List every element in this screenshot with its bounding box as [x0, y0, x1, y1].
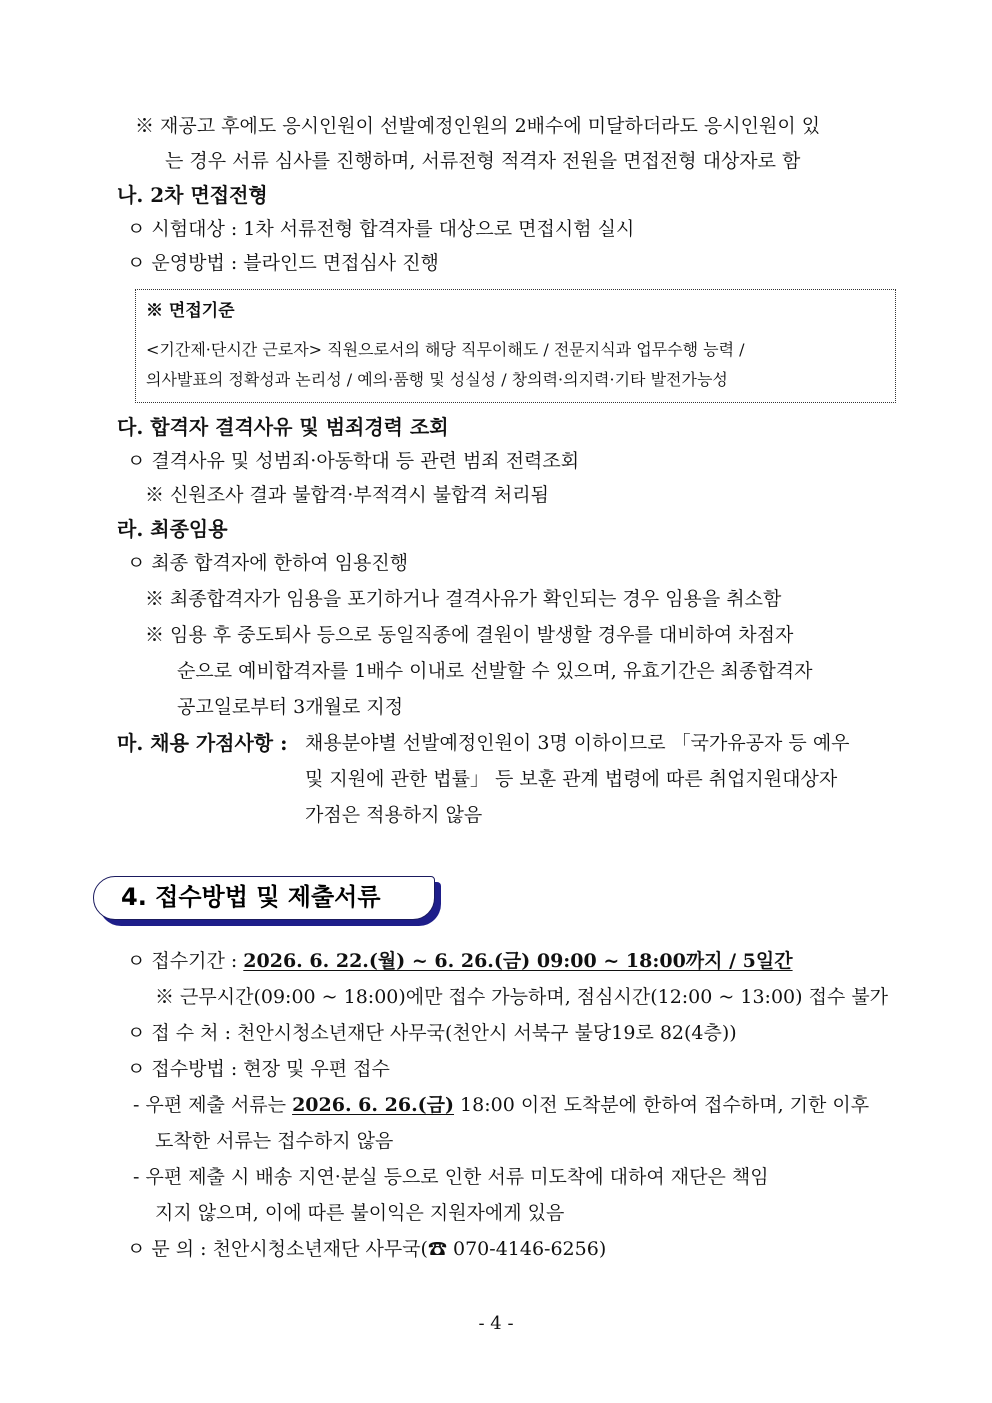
disqualification-item: ㅇ 결격사유 및 성범죄·아동학대 등 관련 범죄 전력조회	[127, 450, 580, 472]
reannouncement-note-line2: 는 경우 서류 심사를 진행하며, 서류전형 적격자 전원을 면접전형 대상자로 함	[165, 150, 801, 172]
interview-target: ㅇ 시험대상 : 1차 서류전형 합격자를 대상으로 면접시험 실시	[127, 218, 635, 240]
heading-final-appointment: 라. 최종임용	[117, 517, 228, 541]
disqualification-note: ※ 신원조사 결과 불합격·부적격시 불합격 처리됨	[145, 484, 549, 506]
criteria-title: ※ 면접기준	[146, 301, 235, 321]
final-appointment-note2-line2: 순으로 예비합격자를 1배수 이내로 선발할 수 있으며, 유효기간은 최종합격자	[177, 660, 813, 682]
criteria-line2: 의사발표의 정확성과 논리성 / 예의·품행 및 성실성 / 창의력·의지력·기타 발전가능성	[146, 370, 728, 389]
mail-liability-line2: 지지 않으며, 이에 따른 불이익은 지원자에게 있음	[155, 1202, 565, 1224]
reception-period	[127, 948, 793, 974]
bonus-points-line1: 채용분야별 선발예정인원이 3명 이하이므로 「국가유공자 등 예우	[305, 732, 850, 754]
reception-period-value: 2026. 6. 22.(월) ~ 6. 26.(금) 09:00 ~ 18:00까지 / 5일간	[243, 950, 793, 972]
mail-submission-line2: 도착한 서류는 접수하지 않음	[155, 1130, 394, 1152]
final-appointment-note2-line3: 공고일로부터 3개월로 지정	[177, 696, 404, 718]
reception-period-note: ※ 근무시간(09:00 ~ 18:00)에만 접수 가능하며, 점심시간(12:00 ~ 13:00) 접수 불가	[155, 986, 889, 1008]
final-appointment-note1: ※ 최종합격자가 임용을 포기하거나 결격사유가 확인되는 경우 임용을 취소함	[145, 588, 782, 610]
reception-method: ㅇ 접수방법 : 현장 및 우편 접수	[127, 1058, 390, 1080]
section4-title: 4. 접수방법 및 제출서류	[121, 883, 381, 911]
heading-bonus-points: 마. 채용 가점사항 :	[117, 731, 288, 755]
heading-disqualification: 다. 합격자 결격사유 및 범죄경력 조회	[117, 415, 449, 439]
page-number: - 4 -	[478, 1313, 514, 1334]
mail-submission-deadline: 2026. 6. 26.(금)	[292, 1094, 455, 1116]
mail-submission-suffix: 18:00 이전 도착분에 한하여 접수하며, 기한 이후	[454, 1094, 870, 1116]
final-appointment-item: ㅇ 최종 합격자에 한하여 임용진행	[127, 552, 409, 574]
section4-header	[93, 876, 449, 926]
interview-method: ㅇ 운영방법 : 블라인드 면접심사 진행	[127, 252, 439, 274]
contact-info: ㅇ 문 의 : 천안시청소년재단 사무국(☎ 070-4146-6256)	[127, 1238, 607, 1260]
reception-period-label: ㅇ 접수기간 :	[127, 950, 244, 972]
final-appointment-note2-line1: ※ 임용 후 중도퇴사 등으로 동일직종에 결원이 발생할 경우를 대비하여 차점자	[145, 624, 794, 646]
criteria-line1: <기간제·단시간 근로자> 직원으로서의 해당 직무이해도 / 전문지식과 업무수행 능력 /	[146, 340, 745, 359]
interview-criteria-box	[135, 289, 896, 403]
mail-submission-line1	[133, 1092, 869, 1118]
bonus-points-line2: 및 지원에 관한 법률」 등 보훈 관계 법령에 따른 취업지원대상자	[305, 768, 838, 790]
reannouncement-note-line1: ※ 재공고 후에도 응시인원이 선발예정인원의 2배수에 미달하더라도 응시인원이 있	[135, 115, 821, 137]
bonus-points-line3: 가점은 적용하지 않음	[305, 804, 483, 826]
reception-place: ㅇ 접 수 처 : 천안시청소년재단 사무국(천안시 서북구 불당19로 82(4층))	[127, 1022, 737, 1044]
mail-liability-line1: - 우편 제출 시 배송 지연·분실 등으로 인한 서류 미도착에 대하여 재단은 책임	[133, 1166, 769, 1188]
heading-interview: 나. 2차 면접전형	[117, 183, 268, 207]
mail-submission-prefix: - 우편 제출 서류는	[133, 1094, 293, 1116]
